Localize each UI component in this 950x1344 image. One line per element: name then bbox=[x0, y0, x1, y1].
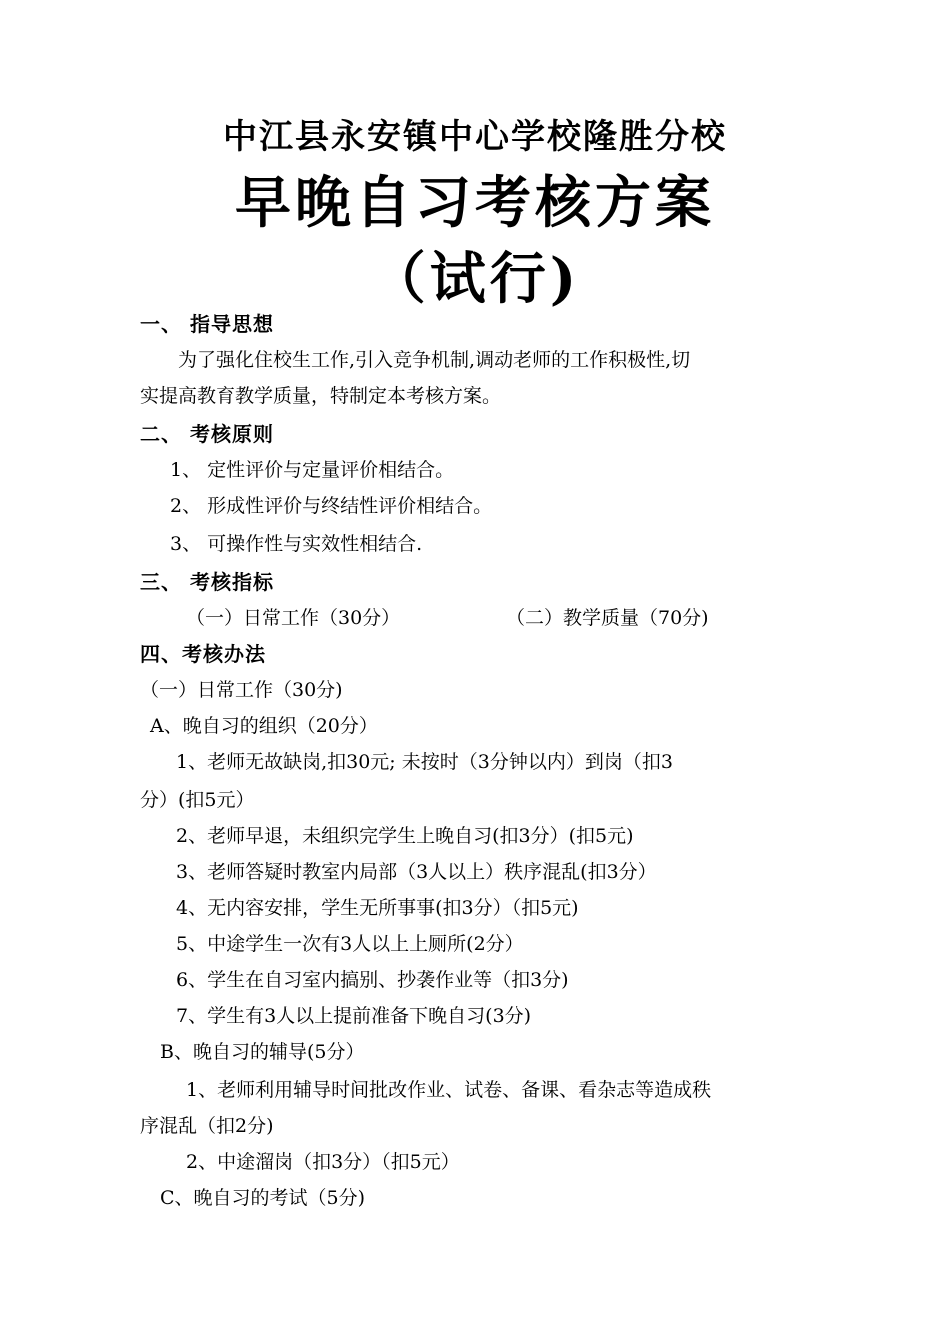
list-item: 2、 形成性评价与终结性评价相结合。 bbox=[170, 495, 493, 517]
list-item: 6、学生在自习室内搞别、抄袭作业等（扣3分) bbox=[176, 969, 569, 991]
indicator-item: （二）教学质量（70分) bbox=[506, 607, 709, 629]
section-heading-guiding-ideology: 一、 指导思想 bbox=[140, 312, 274, 336]
list-item-continuation: 分）(扣5元） bbox=[140, 789, 255, 811]
subsection-heading: （一）日常工作（30分) bbox=[140, 679, 343, 701]
list-item: 1、老师无故缺岗,扣30元; 未按时（3分钟以内）到岗（扣3 bbox=[176, 751, 673, 773]
section-heading-methods: 四、考核办法 bbox=[140, 642, 266, 666]
group-label-c: C、晚自习的考试（5分) bbox=[160, 1187, 366, 1209]
list-item: 1、老师利用辅导时间批改作业、试卷、备课、看杂志等造成秩 bbox=[186, 1079, 712, 1101]
list-item-continuation: 序混乱（扣2分) bbox=[140, 1115, 274, 1137]
paragraph-line: 为了强化住校生工作,引入竞争机制,调动老师的工作积极性,切 bbox=[178, 349, 691, 371]
list-item: 1、 定性评价与定量评价相结合。 bbox=[170, 459, 455, 481]
section-heading-principles: 二、 考核原则 bbox=[140, 422, 274, 446]
indicator-item: （一）日常工作（30分） bbox=[186, 607, 401, 629]
list-item: 3、 可操作性与实效性相结合. bbox=[170, 533, 423, 555]
list-item: 5、中途学生一次有3人以上上厕所(2分） bbox=[176, 933, 524, 955]
document-title: 早晚自习考核方案 bbox=[235, 170, 715, 236]
document-subtitle: （试行) bbox=[369, 246, 581, 312]
list-item: 3、老师答疑时教室内局部（3人以上）秩序混乱(扣3分） bbox=[176, 861, 657, 883]
section-heading-indicators: 三、 考核指标 bbox=[140, 570, 274, 594]
list-item: 4、无内容安排，学生无所事事(扣3分）（扣5元) bbox=[176, 897, 579, 919]
group-label-a: A、晚自习的组织（20分） bbox=[150, 715, 378, 737]
list-item: 7、学生有3人以上提前准备下晚自习(3分) bbox=[176, 1005, 532, 1027]
list-item: 2、老师早退，未组织完学生上晚自习(扣3分）(扣5元) bbox=[176, 825, 634, 847]
school-title: 中江县永安镇中心学校隆胜分校 bbox=[223, 117, 727, 157]
paragraph-line: 实提高教育教学质量，特制定本考核方案。 bbox=[140, 385, 502, 407]
list-item: 2、中途溜岗（扣3分）（扣5元） bbox=[186, 1151, 460, 1173]
group-label-b: B、晚自习的辅导(5分） bbox=[160, 1041, 365, 1063]
